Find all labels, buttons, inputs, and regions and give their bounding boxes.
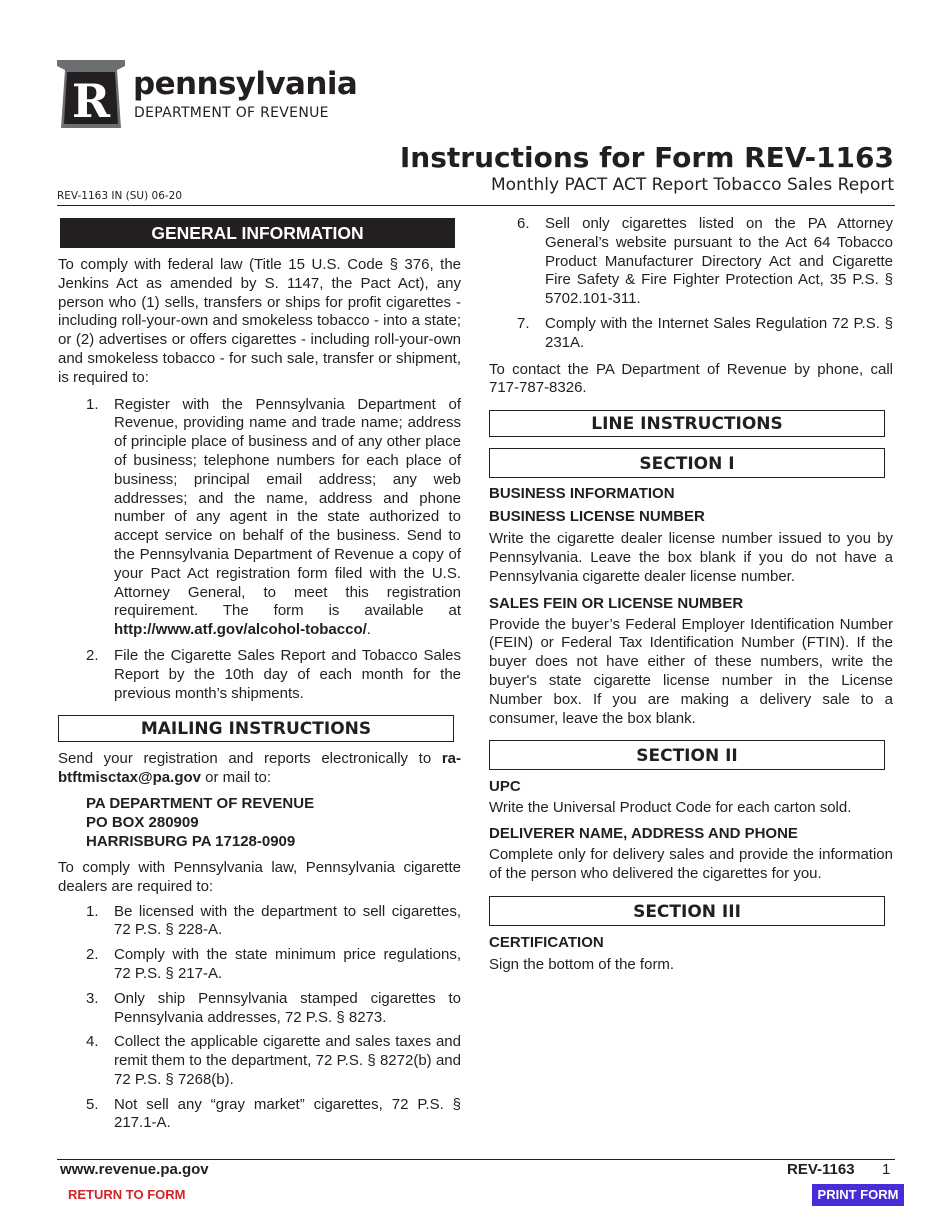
keystone-logo-icon bbox=[55, 60, 127, 130]
section-3-heading: SECTION III bbox=[489, 896, 885, 926]
footer-website-link[interactable]: www.revenue.pa.gov bbox=[60, 1161, 209, 1178]
pa-requirements-list-left bbox=[58, 903, 461, 1134]
page-number: 1 bbox=[882, 1161, 891, 1178]
atf-link[interactable]: http://www.atf.gov/alcohol-tobacco/ bbox=[114, 621, 367, 639]
page-subtitle: Monthly PACT ACT Report Tobacco Sales Report bbox=[491, 175, 894, 195]
list-item: 7. Comply with the Internet Sales Regulation 72 P.S. § 231A. bbox=[517, 314, 893, 351]
license-text: Write the cigarette dealer license number issued to you by Pennsylvania. Leave the box blank if you do not have a Pennsylvania cigarette dealer license number. bbox=[489, 530, 893, 585]
business-info-heading: BUSINESS INFORMATION bbox=[489, 485, 675, 503]
logo-wordmark: pennsylvania bbox=[133, 66, 358, 102]
general-info-heading: GENERAL INFORMATION bbox=[60, 218, 455, 248]
return-to-form-link[interactable]: RETURN TO FORM bbox=[68, 1187, 186, 1202]
list-item: 1. Be licensed with the department to sell cigarettes, 72 P.S. § 228-A. bbox=[86, 902, 461, 939]
header-divider bbox=[57, 205, 895, 206]
mailing-address: PA DEPARTMENT OF REVENUE PO BOX 280909 HARRISBURG PA 17128-0909 bbox=[86, 794, 315, 850]
item-text: File the Cigarette Sales Report and Tobacco Sales Report by the 10th day of each month for the previous month’s shipments. bbox=[114, 646, 461, 702]
left-column bbox=[58, 218, 461, 1133]
list-item: 6. Sell only cigarettes listed on the PA Attorney General’s website pursuant to the Act 64 Tobacco Product Manufacturer Directory Act and Cigarette Fire Safety & Fire Fighter Protection Act, 35 P.S. § 5702.101-311. bbox=[517, 215, 893, 308]
svg-text:R: R bbox=[71, 74, 111, 128]
print-form-button[interactable]: PRINT FORM bbox=[812, 1184, 904, 1206]
section-2-heading: SECTION II bbox=[489, 740, 885, 770]
list-item: 4. Collect the applicable cigarette and sales taxes and remit them to the department, 72 P.S. § 8272(b) and 72 P.S. § 7268(b). bbox=[86, 1033, 461, 1088]
list-item: 2. File the Cigarette Sales Report and Tobacco Sales Report by the 10th day of each month for the previous month’s shipments. bbox=[86, 646, 461, 702]
mailing-text: Send your registration and reports electronically to ra-btftmisctax@pa.gov or mail to: bbox=[58, 750, 461, 787]
fein-heading: SALES FEIN OR LICENSE NUMBER bbox=[489, 594, 744, 612]
keystone-logo bbox=[55, 60, 127, 130]
logo-department: DEPARTMENT OF REVENUE bbox=[134, 105, 329, 121]
license-heading: BUSINESS LICENSE NUMBER bbox=[489, 508, 705, 526]
section-1-heading: SECTION I bbox=[489, 448, 885, 478]
footer-form-number: REV-1163 bbox=[787, 1161, 855, 1178]
certification-text: Sign the bottom of the form. bbox=[489, 955, 675, 973]
item-text: Register with the Pennsylvania Department of Revenue, providing name and trade name; address of principle place of business and of any other place of business; telephone numbers for each place of business; principal email address; any web addresses; and the name, address and phone number of any agent in the state authorized to accept service on behalf of the business. Send to the Pennsylvania Department of Revenue a copy of your Pact Act registration form filed with the U.S. Attorney General, to meet this registration requirement. The form is available at bbox=[114, 395, 461, 620]
contact-text: To contact the PA Department of Revenue by phone, call 717-787-8326. bbox=[489, 360, 893, 397]
email-link[interactable]: ra-btftmisctax@pa.gov bbox=[58, 750, 461, 787]
deliverer-heading: DELIVERER NAME, ADDRESS AND PHONE bbox=[489, 825, 798, 843]
upc-heading: UPC bbox=[489, 778, 521, 796]
right-column bbox=[489, 215, 893, 975]
upc-text: Write the Universal Product Code for each carton sold. bbox=[489, 799, 852, 817]
list-item: 2. Comply with the state minimum price regulations, 72 P.S. § 217-A. bbox=[86, 946, 461, 982]
footer-divider bbox=[57, 1159, 895, 1160]
federal-requirements-list bbox=[58, 396, 461, 704]
page-title: Instructions for Form REV-1163 bbox=[399, 141, 894, 174]
line-instructions-heading: LINE INSTRUCTIONS bbox=[489, 410, 885, 437]
pa-requirements-intro: To comply with Pennsylvania law, Pennsylvania cigarette dealers are required to: bbox=[58, 858, 461, 895]
pa-requirements-list-right bbox=[489, 215, 893, 353]
list-item: 3. Only ship Pennsylvania stamped cigarettes to Pennsylvania addresses, 72 P.S. § 8273. bbox=[86, 989, 461, 1026]
list-item: 1. Register with the Pennsylvania Department of Revenue, providing name and trade name; address of principle place of business and of any other place of business; telephone numbers for each place of business; principal email address; any web addresses; and the name, address and phone number of any agent in the state authorized to accept service on behalf of the business. Send to the Pennsylvania Department of Revenue a copy of your Pact Act registration form filed with the U.S. Attorney General, to meet this registration requirement. The form is available at http://www.atf.gov/alcohol-tobacco/. bbox=[86, 395, 461, 639]
deliverer-text: Complete only for delivery sales and provide the information of the person who delivered the cigarettes for you. bbox=[489, 846, 893, 882]
mailing-heading: MAILING INSTRUCTIONS bbox=[58, 715, 454, 742]
fein-text: Provide the buyer’s Federal Employer Identification Number (FEIN) or Federal Tax Identification Number (FTIN). If the buyer does not have either of these numbers, write the buyer's state cigarette license number in the License Number box. If you are making a delivery sale to a consumer, leave the box blank. bbox=[489, 615, 893, 727]
form-code: REV-1163 IN (SU) 06-20 bbox=[57, 190, 183, 202]
certification-heading: CERTIFICATION bbox=[489, 933, 604, 951]
list-item: 5. Not sell any “gray market” cigarettes, 72 P.S. § 217.1-A. bbox=[86, 1095, 461, 1132]
general-intro: To comply with federal law (Title 15 U.S. Code § 376, the Jenkins Act as amended by S. 1147, the Pact Act), any person who (1) sells, transfers or ships for profit cigarettes - including roll-your-own and smokeless tobacco - into a state; or (2) advertises or offers cigarettes - including roll-your-own and smokeless tobacco - for such sale, transfer or shipment, is required to: bbox=[58, 256, 461, 386]
